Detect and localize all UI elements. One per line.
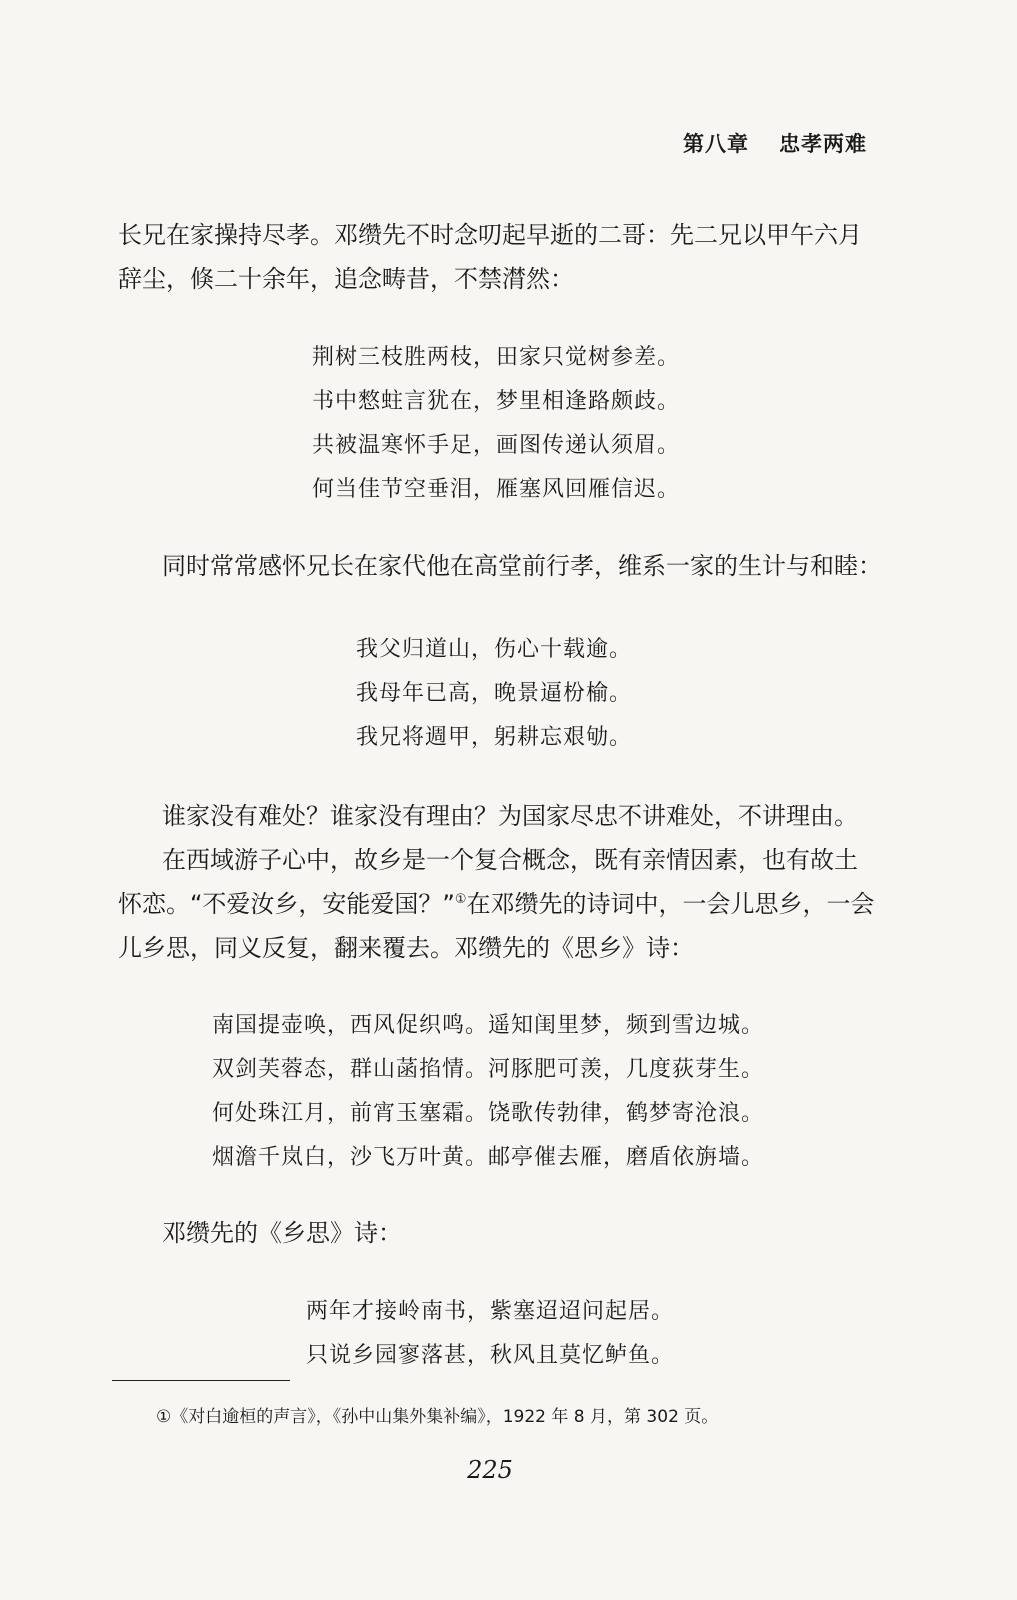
paragraph-4-text-b: 在邓缵先的诗词中，一会儿思乡，一会 <box>466 890 875 918</box>
paragraph-2: 同时常常感怀兄长在家代他在高堂前行孝，维系一家的生计与和睦： <box>162 552 882 580</box>
poem-line: 何处珠江月，前宵玉塞霜。饶歌传勃律，鹤梦寄沧浪。 <box>212 1101 765 1126</box>
footnote-marker: ① <box>454 892 467 907</box>
poem-line: 何当佳节空垂泪，雁塞风回雁信迟。 <box>312 477 681 502</box>
paragraph-1-line-2: 辞尘，倏二十余年，追念畴昔，不禁潸然： <box>118 265 574 293</box>
poem-line: 两年才接岭南书，紫塞迢迢问起居。 <box>306 1299 675 1324</box>
paragraph-4-line-1: 在西域游子心中，故乡是一个复合概念，既有亲情因素，也有故土 <box>162 846 858 874</box>
paragraph-4-line-2 <box>118 881 878 927</box>
chapter-title: 忠孝两难 <box>779 131 867 156</box>
poem-3 <box>212 1004 764 1180</box>
poem-line: 南国提壶唤，西风促织鸣。遥知闺里梦，频到雪边城。 <box>212 1013 765 1038</box>
poem-1 <box>312 336 680 512</box>
poem-line: 荆树三枝胜两枝，田家只觉树参差。 <box>312 345 681 370</box>
poem-line: 烟澹千岚白，沙飞万叶黄。邮亭催去雁，磨盾依旃墙。 <box>212 1145 765 1170</box>
page-number: 225 <box>467 1456 513 1484</box>
paragraph-3: 谁家没有难处？谁家没有理由？为国家尽忠不讲难处，不讲理由。 <box>162 802 858 830</box>
poem-4 <box>306 1290 674 1378</box>
poem-line: 书中憗蛀言犹在，梦里相逢路颇歧。 <box>312 389 681 414</box>
running-head <box>683 128 867 158</box>
paragraph-5: 邓缵先的《乡思》诗： <box>162 1219 402 1247</box>
poem-line: 我父归道山，伤心十载逾。 <box>356 637 633 662</box>
poem-line: 共被温寒怀手足，画图传递认须眉。 <box>312 433 681 458</box>
footnote-divider <box>112 1380 290 1381</box>
paragraph-1-line-1: 长兄在家操持尽孝。邓缵先不时念叨起早逝的二哥：先二兄以甲午六月 <box>118 221 862 249</box>
chapter-number: 第八章 <box>683 131 749 156</box>
footnote: ①《对白逾桓的声言》，《孙中山集外集补编》，1922 年 8 月，第 302 页。 <box>156 1407 719 1427</box>
poem-line: 只说乡园寥落甚，秋风且莫忆鲈鱼。 <box>306 1343 675 1368</box>
poem-line: 我母年已高，晚景逼枌榆。 <box>356 681 633 706</box>
paragraph-4-line-3: 儿乡思，同义反复，翻来覆去。邓缵先的《思乡》诗： <box>118 934 694 962</box>
poem-2 <box>356 628 632 760</box>
poem-line: 双剑芙蓉态，群山菡掐情。河豚肥可羡，几度荻芽生。 <box>212 1057 765 1082</box>
poem-line: 我兄将週甲，躬耕忘艰劬。 <box>356 725 633 750</box>
paragraph-4-text-a: 怀恋。“不爱汝乡，安能爱国？” <box>118 890 455 918</box>
